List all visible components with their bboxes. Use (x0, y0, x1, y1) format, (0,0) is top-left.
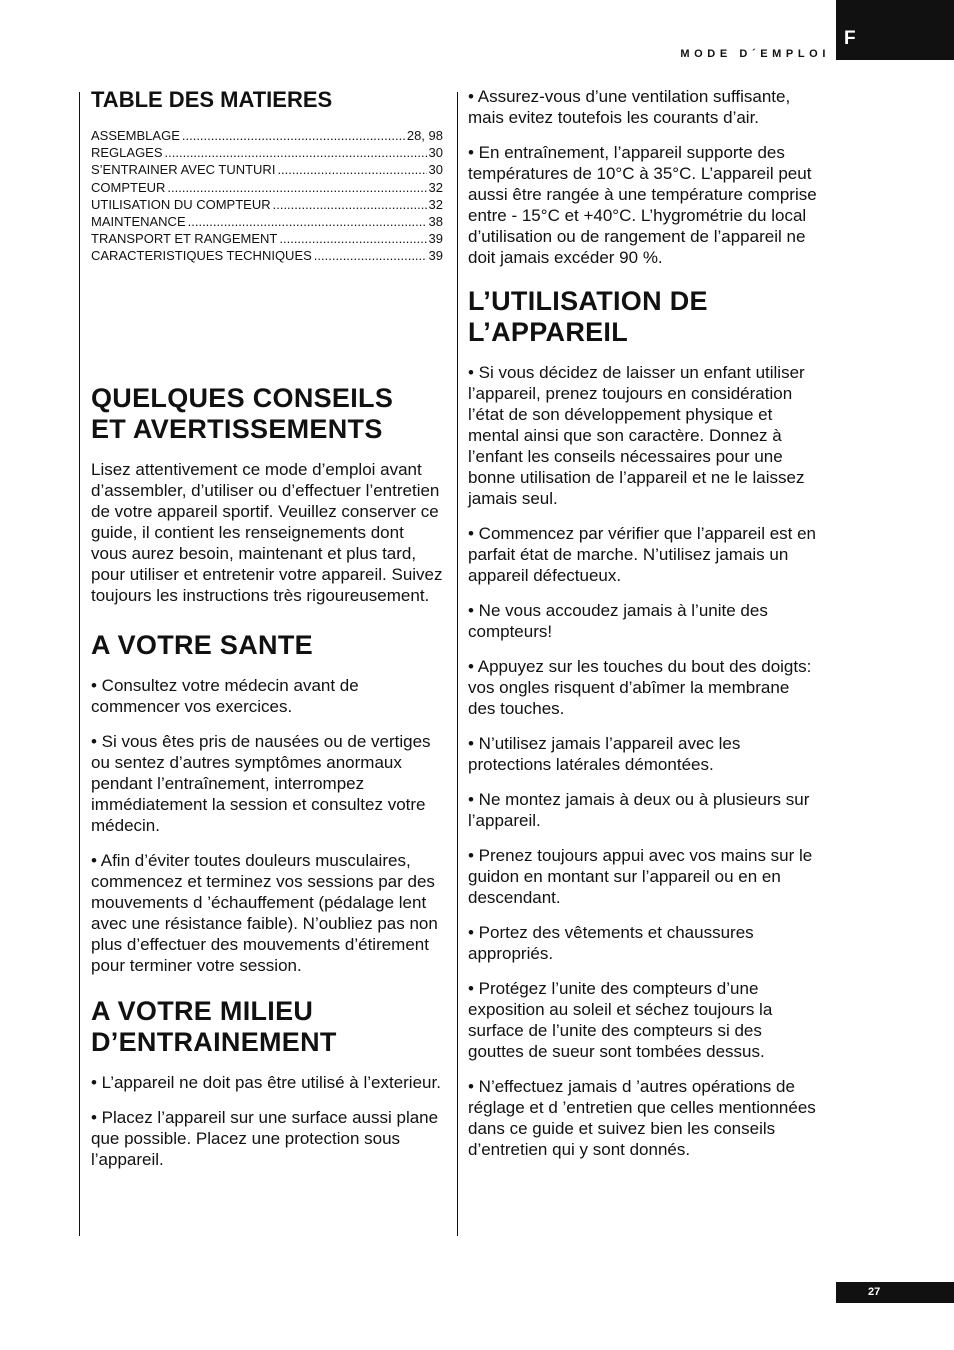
list-item: • Consultez votre médecin avant de commencer vos exercices. (91, 675, 359, 716)
list-item: • N’effectuez jamais d ’autres opérations de réglage et d ’entretien que celles mentionnées dans ce guide et suivez bien les conseils d’entretien qui y sont donnés. (468, 1077, 816, 1159)
list-item: • En entraînement, l’appareil supporte des températures de 10°C à 35°C. L’appareil peut aussi être rangée à une température comprise entre - 15°C et +40°C. L’hygrométrie du local d’utilisation ou de rangement de l’appareil ne doit jamais excéder 90 %. (468, 143, 817, 267)
document-header: MODE D´EMPLOI (680, 48, 830, 60)
list-item: • Assurez-vous d’une ventilation suffisante, mais evitez toutefois les courants d’air. (468, 87, 791, 127)
list-item: • Portez des vêtements et chaussures appropriés. (468, 923, 754, 963)
table-of-contents (91, 127, 443, 265)
middle-column-rule (457, 92, 458, 1236)
toc-item: S’ENTRAINER AVEC TUNTURI ..... 30 (91, 161, 443, 178)
list-item: • Protégez l’unite des compteurs d’une exposition au soleil et séchez toujours la surface de l’unite des compteurs si des gouttes de sueur sont tombées dessus. (468, 979, 773, 1061)
section-title-milieu: A VOTRE MILIEU D’ENTRAINEMENT (91, 995, 337, 1057)
section-title-conseils: QUELQUES CONSEILS ET AVERTISSEMENTS (91, 382, 394, 444)
list-item: • L’appareil ne doit pas être utilisé à l’exterieur. (91, 1072, 441, 1092)
conseils-body: Lisez attentivement ce mode d’emploi avant d’assembler, d’utiliser ou d’effectuer l’entretien de votre appareil sportif. Veuillez conserver ce guide, il contient les renseignements dont vous aurez besoin, maintenant et plus tard, pour utiliser et entretenir votre appareil. Suivez toujours les instructions très rigoureusement. (91, 459, 443, 605)
left-column (91, 86, 443, 1170)
left-column-rule (79, 92, 80, 1236)
toc-item: REGLAGES ..... 30 (91, 144, 443, 161)
language-code: F (844, 28, 856, 49)
toc-item: TRANSPORT ET RANGEMENT ..... 39 (91, 230, 443, 247)
toc-item: MAINTENANCE ..... 38 (91, 213, 443, 230)
right-column (468, 86, 820, 1160)
list-item: • Placez l’appareil sur une surface aussi plane que possible. Placez une protection sous l’appareil. (91, 1107, 439, 1169)
list-item: • N’utilisez jamais l’appareil avec les protections latérales démontées. (468, 734, 741, 774)
list-item: • Commencez par vérifier que l’appareil est en parfait état de marche. N’utilisez jamais un appareil défectueux. (468, 524, 817, 585)
section-title-utilisation: L’UTILISATION DE L’APPAREIL (468, 286, 708, 347)
toc-item: CARACTERISTIQUES TECHNIQUES ..... 39 (91, 247, 443, 264)
toc-item: ASSEMBLAGE ..... 28, 98 (91, 127, 443, 144)
toc-title: TABLE DES MATIERES (91, 87, 333, 112)
toc-item: UTILISATION DU COMPTEUR ..... 32 (91, 196, 443, 213)
list-item: • Afin d’éviter toutes douleurs musculaires, commencez et terminez vos sessions par des mouvements d ’échauffement (pédalage lent avec une résistance faible). N’oubliez pas non plus d’effectuer des mouvements d’étirement pour terminer votre session. (91, 850, 438, 975)
page-number-tab (836, 1282, 954, 1303)
section-title-sante: A VOTRE SANTE (91, 629, 313, 660)
list-item: • Ne vous accoudez jamais à l’unite des compteurs! (468, 601, 768, 641)
list-item: • Si vous êtes pris de nausées ou de vertiges ou sentez d’autres symptômes anormaux pendant l’entraînement, interrompez immédiatement la session et consultez votre médecin. (91, 731, 431, 835)
page-number: 27 (868, 1286, 881, 1298)
toc-item: COMPTEUR ..... 32 (91, 179, 443, 196)
list-item: • Ne montez jamais à deux ou à plusieurs sur l’appareil. (468, 790, 810, 830)
language-tab (836, 0, 954, 60)
list-item: • Si vous décidez de laisser un enfant utiliser l’appareil, prenez toujours en considération l’état de son développement physique et mental ainsi que son caractère. Donnez à l’enfant les conseils nécessaires pour une bonne utilisation de l’appareil et ne le laissez jamais seul. (468, 363, 805, 508)
list-item: • Prenez toujours appui avec vos mains sur le guidon en montant sur l’appareil ou en en descendant. (468, 846, 813, 907)
list-item: • Appuyez sur les touches du bout des doigts: vos ongles risquent d’abîmer la membrane des touches. (468, 657, 812, 718)
